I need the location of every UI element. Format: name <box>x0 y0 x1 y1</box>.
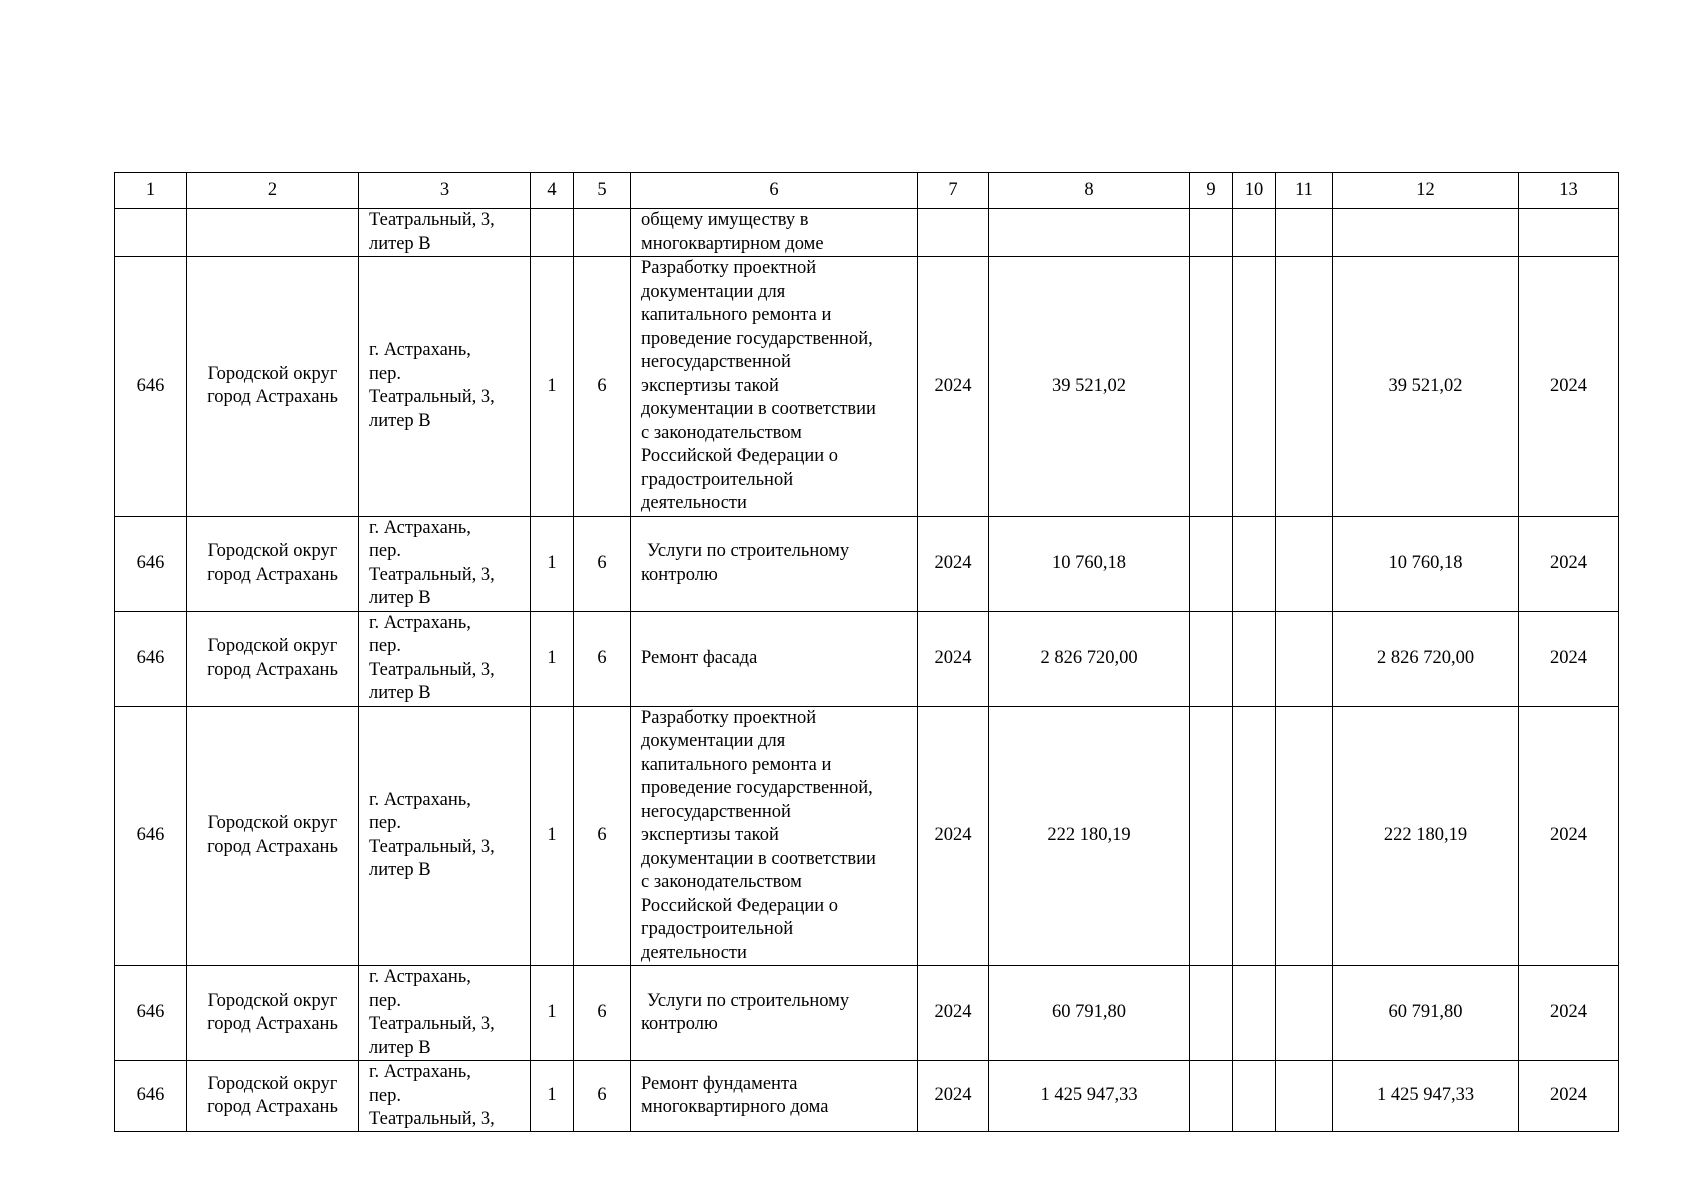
address-line: пер. <box>369 363 401 384</box>
row-number-cell: 646 <box>115 966 187 1061</box>
col9-cell <box>1190 706 1233 966</box>
col9-cell <box>1190 611 1233 706</box>
column-header: 1 <box>115 173 187 209</box>
col4-cell: 1 <box>531 516 574 611</box>
address-line: литер В <box>369 233 431 254</box>
col11-cell <box>1276 257 1333 517</box>
col5-cell: 6 <box>574 516 631 611</box>
work-cell <box>631 611 918 706</box>
year-cell: 2024 <box>918 611 989 706</box>
table-cell <box>115 209 187 257</box>
address-cell <box>359 516 531 611</box>
column-header: 2 <box>187 173 359 209</box>
address-line: литер В <box>369 683 431 703</box>
row-number-cell: 646 <box>115 706 187 966</box>
column-header: 12 <box>1333 173 1519 209</box>
works-table <box>114 172 1619 1132</box>
table-row <box>115 706 1619 966</box>
table-cell <box>989 209 1190 257</box>
table-cell <box>1233 209 1276 257</box>
col9-cell <box>1190 257 1233 517</box>
cost-cell: 1 425 947,33 <box>989 1061 1190 1132</box>
district-line: город Астрахань <box>207 387 338 408</box>
address-cell <box>359 706 531 966</box>
continuation-row <box>115 209 1619 257</box>
district-cell <box>187 611 359 706</box>
col10-cell <box>1233 516 1276 611</box>
address-line: пер. <box>369 813 401 834</box>
work-line: Российской Федерации о <box>641 895 839 916</box>
address-line: Театральный, 3, <box>369 1014 495 1034</box>
address-line: Театральный, 3, <box>369 659 495 680</box>
work-line: многоквартирном доме <box>641 233 824 254</box>
table-row <box>115 1061 1619 1132</box>
work-line: с законодательством <box>641 872 802 892</box>
work-cell <box>631 706 918 966</box>
work-line: деятельности <box>641 942 747 963</box>
work-line: градостроительной <box>641 469 794 490</box>
work-line: документации в соответствии <box>641 848 876 869</box>
table-cell <box>1276 209 1333 257</box>
work-line: контролю <box>641 1014 718 1034</box>
work-line: Услуги по строительному <box>647 990 850 1011</box>
row-number-cell: 646 <box>115 257 187 517</box>
district-cell <box>187 966 359 1061</box>
work-line: экспертизы такой <box>641 825 779 845</box>
col4-cell: 1 <box>531 611 574 706</box>
cost-cell: 222 180,19 <box>989 706 1190 966</box>
work-line: экспертизы такой <box>641 375 779 396</box>
work-line: контролю <box>641 564 718 585</box>
col9-cell <box>1190 1061 1233 1132</box>
work-cell <box>631 966 918 1061</box>
table-row <box>115 611 1619 706</box>
header-row <box>115 173 1619 209</box>
table-cell <box>1333 209 1519 257</box>
col13-cell: 2024 <box>1519 706 1619 966</box>
work-line: с законодательством <box>641 422 802 443</box>
col12-cell: 222 180,19 <box>1333 706 1519 966</box>
district-cell <box>187 257 359 517</box>
table-cell <box>574 209 631 257</box>
address-line: Театральный, 3, <box>369 564 495 585</box>
table-row <box>115 516 1619 611</box>
col4-cell: 1 <box>531 257 574 517</box>
col12-cell: 60 791,80 <box>1333 966 1519 1061</box>
work-line: капитального ремонта и <box>641 305 832 325</box>
district-line: город Астрахань <box>207 1097 338 1117</box>
col11-cell <box>1276 611 1333 706</box>
col13-cell: 2024 <box>1519 611 1619 706</box>
work-line: Ремонт фундамента <box>641 1073 798 1094</box>
table-cell <box>1190 209 1233 257</box>
address-line: г. Астрахань, <box>369 612 471 633</box>
work-line: Разработку проектной <box>641 707 817 728</box>
district-line: Городской округ <box>207 1073 338 1094</box>
col11-cell <box>1276 1061 1333 1132</box>
district-line: город Астрахань <box>207 1014 338 1034</box>
address-line: литер В <box>369 860 431 881</box>
work-line: проведение государственной, <box>641 778 873 798</box>
table-row <box>115 966 1619 1061</box>
cost-cell: 10 760,18 <box>989 516 1190 611</box>
district-cell <box>187 1061 359 1132</box>
work-line: негосударственной <box>641 801 791 822</box>
work-line: общему имуществу в <box>641 210 809 230</box>
col9-cell <box>1190 516 1233 611</box>
table-row <box>115 257 1619 517</box>
column-header: 8 <box>989 173 1190 209</box>
cost-cell: 39 521,02 <box>989 257 1190 517</box>
col13-cell: 2024 <box>1519 966 1619 1061</box>
column-header: 10 <box>1233 173 1276 209</box>
address-line: Театральный, 3, <box>369 1109 495 1129</box>
address-clip <box>369 1061 526 1131</box>
work-line: Российской Федерации о <box>641 446 839 466</box>
col10-cell <box>1233 257 1276 517</box>
col13-cell: 2024 <box>1519 516 1619 611</box>
address-cell <box>359 257 531 517</box>
address-line: пер. <box>369 990 401 1011</box>
address-cell <box>359 1061 531 1132</box>
work-line: капитального ремонта и <box>641 754 832 775</box>
district-line: город Астрахань <box>207 659 338 680</box>
district-line: город Астрахань <box>207 564 338 585</box>
row-number-cell: 646 <box>115 516 187 611</box>
work-cell <box>631 209 918 257</box>
col5-cell: 6 <box>574 706 631 966</box>
address-line: г. Астрахань, <box>369 967 471 987</box>
work-line: документации для <box>641 731 786 751</box>
work-line: Разработку проектной <box>641 258 817 278</box>
col10-cell <box>1233 611 1276 706</box>
address-line: пер. <box>369 541 401 561</box>
work-cell <box>631 516 918 611</box>
col5-cell: 6 <box>574 1061 631 1132</box>
year-cell: 2024 <box>918 257 989 517</box>
year-cell: 2024 <box>918 966 989 1061</box>
work-line: негосударственной <box>641 352 791 372</box>
column-header: 11 <box>1276 173 1333 209</box>
column-header: 4 <box>531 173 574 209</box>
work-cell <box>631 1061 918 1132</box>
column-header: 9 <box>1190 173 1233 209</box>
work-line: документации в соответствии <box>641 399 876 419</box>
district-cell <box>187 516 359 611</box>
year-cell: 2024 <box>918 1061 989 1132</box>
district-line: Городской округ <box>207 636 338 656</box>
district-line: Городской округ <box>207 813 338 834</box>
col10-cell <box>1233 706 1276 966</box>
row-number-cell: 646 <box>115 611 187 706</box>
address-line: г. Астрахань, <box>369 1062 471 1082</box>
col11-cell <box>1276 966 1333 1061</box>
col12-cell: 10 760,18 <box>1333 516 1519 611</box>
work-line: проведение государственной, <box>641 328 873 349</box>
address-line: Театральный, 3, <box>369 836 495 857</box>
year-cell: 2024 <box>918 706 989 966</box>
address-line: литер В <box>369 1037 431 1058</box>
address-cell <box>359 209 531 257</box>
address-line: пер. <box>369 1085 401 1106</box>
cost-cell: 60 791,80 <box>989 966 1190 1061</box>
col12-cell: 39 521,02 <box>1333 257 1519 517</box>
year-cell: 2024 <box>918 516 989 611</box>
address-line: литер В <box>369 588 431 608</box>
col12-cell: 2 826 720,00 <box>1333 611 1519 706</box>
district-line: Городской округ <box>207 363 338 384</box>
column-header: 7 <box>918 173 989 209</box>
table-cell <box>1519 209 1619 257</box>
column-header: 6 <box>631 173 918 209</box>
col11-cell <box>1276 516 1333 611</box>
column-header: 13 <box>1519 173 1619 209</box>
table-cell <box>187 209 359 257</box>
address-line: Театральный, 3, <box>369 210 495 230</box>
work-line: многоквартирного дома <box>641 1097 829 1117</box>
table-cell <box>918 209 989 257</box>
row-number-cell: 646 <box>115 1061 187 1132</box>
address-line: пер. <box>369 636 401 656</box>
col13-cell: 2024 <box>1519 257 1619 517</box>
col9-cell <box>1190 966 1233 1061</box>
col13-cell: 2024 <box>1519 1061 1619 1132</box>
col10-cell <box>1233 1061 1276 1132</box>
address-line: литер В <box>369 410 431 431</box>
col5-cell: 6 <box>574 966 631 1061</box>
work-line: Услуги по строительному <box>647 541 850 561</box>
work-line: документации для <box>641 281 786 302</box>
district-line: город Астрахань <box>207 836 338 857</box>
column-header: 3 <box>359 173 531 209</box>
col4-cell: 1 <box>531 1061 574 1132</box>
work-cell <box>631 257 918 517</box>
district-cell <box>187 706 359 966</box>
col5-cell: 6 <box>574 257 631 517</box>
cost-cell: 2 826 720,00 <box>989 611 1190 706</box>
address-line: г. Астрахань, <box>369 517 471 538</box>
work-line: деятельности <box>641 493 747 513</box>
address-line: г. Астрахань, <box>369 789 471 810</box>
column-header: 5 <box>574 173 631 209</box>
address-cell <box>359 611 531 706</box>
address-line: г. Астрахань, <box>369 340 471 361</box>
work-line: Ремонт фасада <box>641 647 758 668</box>
district-line: Городской округ <box>207 990 338 1011</box>
district-line: Городской округ <box>207 541 338 561</box>
address-cell <box>359 966 531 1061</box>
col11-cell <box>1276 706 1333 966</box>
col12-cell: 1 425 947,33 <box>1333 1061 1519 1132</box>
col5-cell: 6 <box>574 611 631 706</box>
col10-cell <box>1233 966 1276 1061</box>
work-line: градостроительной <box>641 919 794 939</box>
col4-cell: 1 <box>531 706 574 966</box>
address-line: Театральный, 3, <box>369 387 495 408</box>
col4-cell: 1 <box>531 966 574 1061</box>
table-cell <box>531 209 574 257</box>
